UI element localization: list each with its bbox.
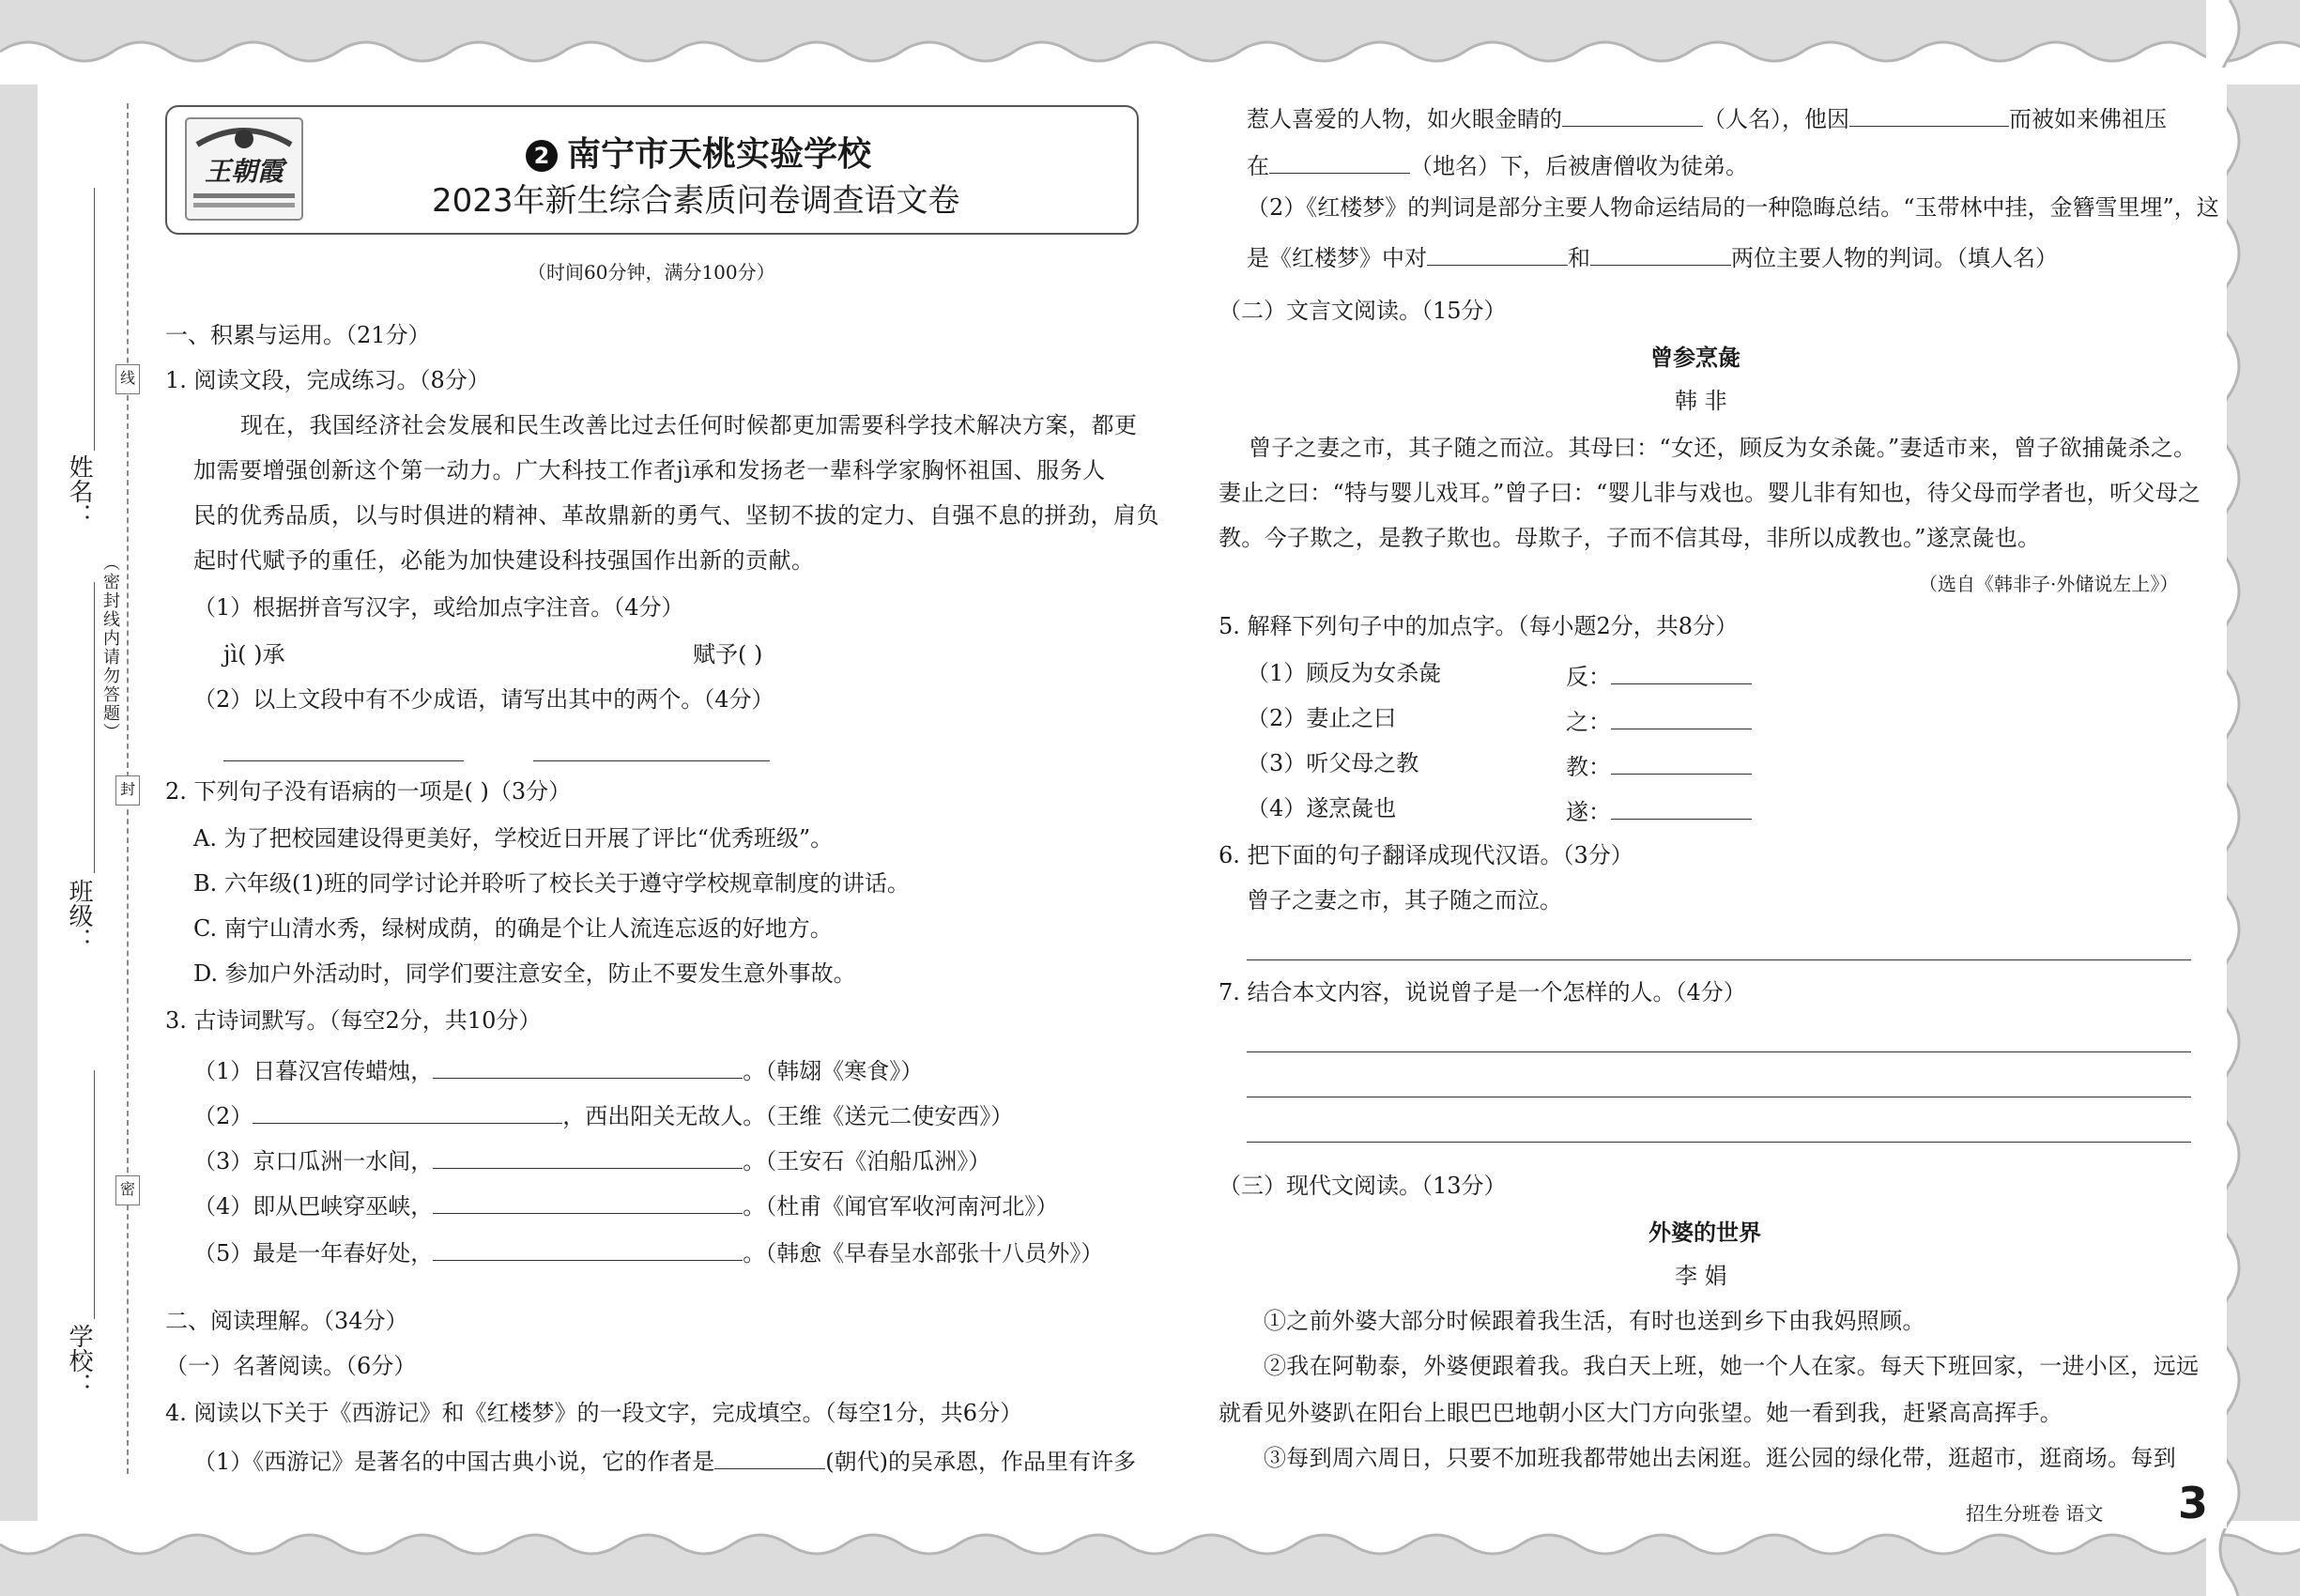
school-number-badge: 2 xyxy=(526,140,558,172)
svg-text:王朝霞: 王朝霞 xyxy=(204,156,284,187)
class-field[interactable] xyxy=(94,582,95,873)
school-name: 南宁市天桃实验学校 xyxy=(567,135,872,174)
q3-line-1: （1）日暮汉宫传蜡烛， 。（韩翃《寒食》） xyxy=(193,1051,923,1087)
q4-line-4: 是《红楼梦》中对 和 两位主要人物的判词。（填人名） xyxy=(1247,238,2058,274)
subsection-2-heading: （二）文言文阅读。（15分） xyxy=(1219,298,1507,324)
q5-blank-1[interactable] xyxy=(1611,657,1752,684)
q3-line-4: （4）即从巴峡穿巫峡， 。（杜甫《闻官军收河南河北》） xyxy=(193,1187,1058,1222)
q2-option-c[interactable]: C. 南宁山清水秀，绿树成荫，的确是个让人流连忘返的好地方。 xyxy=(193,915,833,942)
name-label: 姓名： xyxy=(65,454,93,528)
time-note: （时间60分钟，满分100分） xyxy=(528,261,775,284)
q2-option-a[interactable]: A. 为了把校园建设得更美好，学校近日开展了评比“优秀班级”。 xyxy=(193,825,834,852)
q4-blank-person-2[interactable] xyxy=(1590,238,1731,266)
seal-mark-top: 线 xyxy=(115,364,140,394)
q3-blank-5[interactable] xyxy=(433,1234,743,1261)
q3-line-3: （3）京口瓜洲一水间， 。（王安石《泊船瓜洲》） xyxy=(193,1142,990,1177)
q6-sentence: 曾子之妻之市，其子随之而泣。 xyxy=(1247,887,1562,913)
classical-text-author: 韩 非 xyxy=(1675,388,1727,414)
question-3-title: 3. 古诗词默写。（每空2分，共10分） xyxy=(165,1007,542,1034)
q1-part-2: （2）以上文段中有不少成语，请写出其中的两个。（4分） xyxy=(193,686,774,713)
q5-item-4: （4）遂烹彘也 xyxy=(1247,795,1397,821)
q1-idiom-answer-1[interactable] xyxy=(223,760,464,761)
q4-line-3: 在 （地名）下，后被唐僧收为徒弟。 xyxy=(1247,146,1748,182)
q6-answer-line[interactable] xyxy=(1247,959,2191,960)
q4-blank-person-1[interactable] xyxy=(1427,238,1568,266)
question-2-title: 2. 下列句子没有语病的一项是( )（3分） xyxy=(165,778,572,805)
q1-phonetic-answer[interactable]: 赋予( ) xyxy=(693,641,763,668)
q4-part-2: （2）《红楼梦》的判词是部分主要人物命运结局的一种隐晦总结。“玉带林中挂，金簪雪里埋”，这 xyxy=(1247,194,2219,221)
q1-pinyin-answer[interactable]: jì( )承 xyxy=(223,641,285,668)
question-5-title: 5. 解释下列句子中的加点字。（每小题2分，共8分） xyxy=(1219,613,1739,639)
question-7-title: 7. 结合本文内容，说说曾子是一个怎样的人。（4分） xyxy=(1219,979,1746,1005)
q5-item-1: （1）顾反为女杀彘 xyxy=(1247,660,1442,686)
essay-paragraph-2-line-2: 就看见外婆趴在阳台上眼巴巴地朝小区大门方向张望。她一看到我，赶紧高高挥手。 xyxy=(1219,1400,2063,1426)
classical-text-line-1: 曾子之妻之市，其子随之而泣。其母曰：“女还，顾反为女杀彘。”妻适市来，曾子欲捕彘杀之。 xyxy=(1249,435,2197,461)
q5-blank-3[interactable] xyxy=(1611,747,1752,775)
question-6-title: 6. 把下面的句子翻译成现代汉语。（3分） xyxy=(1219,842,1633,868)
q7-answer-line-1[interactable] xyxy=(1247,1051,2191,1052)
q1-part-1: （1）根据拼音写汉字，或给加点字注音。（4分） xyxy=(193,594,684,621)
footer-label: 招生分班卷 语文 xyxy=(1966,1502,2104,1525)
q7-answer-line-3[interactable] xyxy=(1247,1142,2191,1143)
q3-blank-3[interactable] xyxy=(433,1142,743,1169)
name-field[interactable] xyxy=(94,188,95,451)
classical-text-line-2: 妻止之曰：“特与婴儿戏耳。”曾子曰：“婴儿非与戏也。婴儿非有知也，待父母而学者也，听父母之 xyxy=(1219,480,2201,506)
binding-note: （密封线内请勿答题） xyxy=(100,554,120,742)
q5-answer-1: 反： xyxy=(1566,657,1752,693)
publisher-logo xyxy=(184,116,304,222)
q5-answer-2: 之： xyxy=(1566,702,1752,738)
school-label: 学校： xyxy=(65,1324,93,1397)
essay-title: 外婆的世界 xyxy=(1648,1220,1761,1246)
q1-passage-line-4: 起时代赋予的重任，必能为加快建设科技强国作出新的贡献。 xyxy=(193,547,815,574)
seal-mark-middle: 封 xyxy=(115,775,140,806)
q3-line-5: （5）最是一年春好处， 。（韩愈《早春呈水部张十八员外》） xyxy=(193,1234,1103,1269)
q1-idiom-answer-2[interactable] xyxy=(533,760,770,761)
subsection-3-heading: （三）现代文阅读。（13分） xyxy=(1219,1173,1507,1199)
section-1-heading: 一、积累与运用。（21分） xyxy=(165,322,431,348)
page-number: 3 xyxy=(2178,1478,2209,1528)
q5-answer-3: 教： xyxy=(1566,747,1752,783)
school-field[interactable] xyxy=(94,1070,95,1319)
subsection-1-heading: （一）名著阅读。（6分） xyxy=(165,1353,417,1379)
exam-subtitle: 2023年新生综合素质问卷调查语文卷 xyxy=(432,182,960,220)
q5-blank-4[interactable] xyxy=(1611,792,1752,820)
class-label: 班级： xyxy=(65,879,93,952)
q5-item-3: （3）听父母之教 xyxy=(1247,750,1419,776)
classical-text-line-3: 教。今子欺之，是教子欺也。母欺子，子而不信其母，非所以成教也。”遂烹彘也。 xyxy=(1219,525,2041,551)
q4-line-2: 惹人喜爱的人物，如火眼金睛的 （人名），他因 而被如来佛祖压 xyxy=(1247,100,2167,135)
q1-passage-line-1: 现在，我国经济社会发展和民生改善比过去任何时候都更加需要科学技术解决方案，都更 xyxy=(240,412,1138,438)
q3-blank-4[interactable] xyxy=(433,1187,743,1214)
q4-blank-dynasty[interactable] xyxy=(714,1442,825,1469)
q5-item-2: （2）妻止之曰 xyxy=(1247,705,1397,731)
q5-blank-2[interactable] xyxy=(1611,702,1752,729)
q2-option-b[interactable]: B. 六年级(1)班的同学讨论并聆听了校长关于遵守学校规章制度的讲话。 xyxy=(193,870,910,897)
q3-blank-1[interactable] xyxy=(433,1051,743,1079)
school-title xyxy=(526,128,871,176)
q4-line-1: （1）《西游记》是著名的中国古典小说，它的作者是 (朝代)的吴承恩，作品里有许多 xyxy=(193,1442,1136,1478)
essay-author: 李 娟 xyxy=(1675,1263,1727,1289)
q3-line-2: （2） ，西出阳关无故人。（王维《送元二使安西》） xyxy=(193,1097,1013,1132)
classical-text-source: （选自《韩非子·外储说左上》） xyxy=(1919,573,2179,595)
q4-blank-place[interactable] xyxy=(1269,146,1410,174)
section-2-heading: 二、阅读理解。（34分） xyxy=(165,1308,408,1334)
q1-passage-line-3: 民的优秀品质，以与时俱进的精神、革故鼎新的勇气、坚韧不拔的定力、自强不息的拼劲，肩负 xyxy=(193,502,1159,529)
q4-blank-reason[interactable] xyxy=(1849,100,2009,127)
essay-paragraph-3: ③每到周六周日，只要不加班我都带她出去闲逛。逛公园的绿化带，逛超市，逛商场。每到 xyxy=(1264,1445,2176,1471)
q3-blank-2[interactable] xyxy=(253,1097,562,1124)
question-4-title: 4. 阅读以下关于《西游记》和《红楼梦》的一段文字，完成填空。（每空1分，共6分） xyxy=(165,1400,1023,1426)
q4-blank-character[interactable] xyxy=(1562,100,1703,127)
q5-answer-4: 遂： xyxy=(1566,792,1752,828)
question-1-title: 1. 阅读文段，完成练习。（8分） xyxy=(165,367,490,393)
seal-mark-bottom: 密 xyxy=(115,1175,140,1205)
essay-paragraph-1: ①之前外婆大部分时候跟着我生活，有时也送到乡下由我妈照顾。 xyxy=(1264,1308,1925,1334)
q2-option-d[interactable]: D. 参加户外活动时，同学们要注意安全，防止不要发生意外事故。 xyxy=(193,960,856,987)
essay-paragraph-2-line-1: ②我在阿勒泰，外婆便跟着我。我白天上班，她一个人在家。每天下班回家，一进小区，远远 xyxy=(1264,1353,2200,1379)
classical-text-title: 曾参烹彘 xyxy=(1650,345,1740,371)
q1-passage-line-2: 加需要增强创新这个第一动力。广大科技工作者jì承和发扬老一辈科学家胸怀祖国、服务人 xyxy=(193,457,1106,483)
